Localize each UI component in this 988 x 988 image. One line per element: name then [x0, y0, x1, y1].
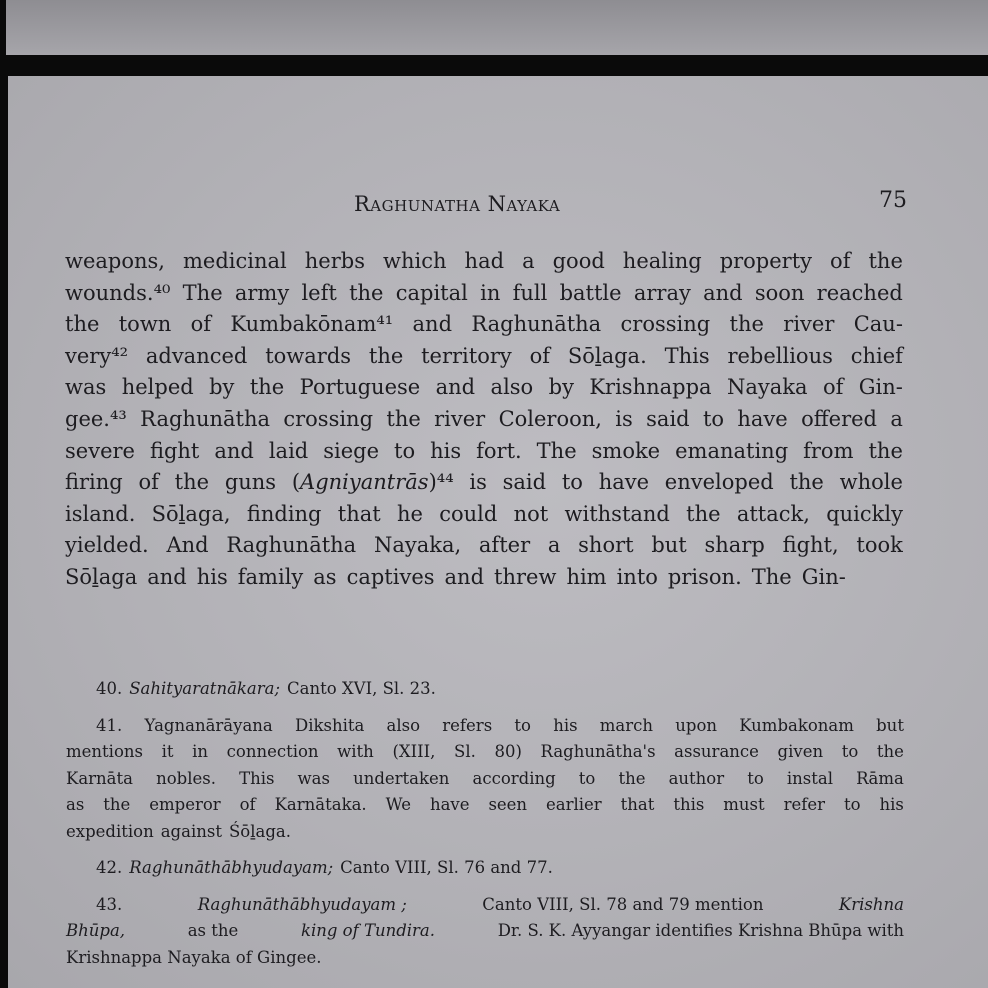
word: have: [598, 470, 650, 495]
word: guns: [224, 470, 277, 495]
word: laid: [268, 438, 309, 463]
footnote-text: Canto XVI, Sl. 23.: [287, 679, 436, 698]
word: Raghunātha: [140, 406, 270, 431]
footnote-source-title: Sahityaratnākara;: [129, 679, 281, 698]
word: the: [249, 375, 285, 400]
word: his: [553, 715, 578, 735]
word: which: [383, 249, 447, 273]
footnote-line: [66, 855, 904, 882]
word: him: [566, 564, 607, 589]
word: with: [337, 742, 374, 761]
word: full: [512, 280, 548, 305]
word: earlier: [546, 795, 602, 814]
word: family: [237, 564, 304, 589]
word: Krishnappa: [589, 375, 712, 400]
body-text: [65, 246, 903, 594]
word: from: [803, 438, 854, 463]
word: to: [578, 768, 596, 788]
footnote-line: [66, 676, 904, 703]
word: herbs: [304, 249, 365, 273]
word: left: [301, 280, 337, 305]
word: it: [161, 742, 174, 761]
word: as: [313, 564, 337, 589]
word: according: [472, 768, 556, 788]
word: the: [386, 406, 421, 431]
word: said: [502, 470, 547, 495]
word: have: [429, 795, 470, 814]
word: also: [386, 715, 421, 735]
word: as: [66, 795, 85, 814]
word: Yagnanārāyana: [144, 715, 273, 735]
word: the: [174, 470, 210, 495]
running-head: Raghunatha Nayaka: [354, 192, 561, 216]
word: And: [166, 533, 209, 558]
word: We: [385, 795, 411, 814]
word: Kumbakōnam⁴¹: [230, 312, 394, 337]
word: very⁴²: [65, 343, 129, 368]
word: that: [337, 501, 381, 526]
word: healing: [622, 249, 702, 273]
word: expedition: [66, 821, 154, 841]
word: had: [464, 249, 505, 273]
footnote-line: [66, 792, 904, 819]
word: in: [192, 742, 209, 761]
word: chief: [850, 343, 903, 368]
word: the: [349, 280, 384, 305]
word: captives: [346, 564, 435, 589]
word: helped: [121, 375, 194, 400]
word: Sōḻaga: [65, 564, 138, 589]
word: fight: [149, 438, 200, 463]
word: reached: [816, 280, 903, 305]
word: gee.⁴³: [65, 406, 127, 431]
word: undertaken: [353, 768, 450, 788]
word: emperor: [149, 795, 221, 814]
word: the: [368, 343, 404, 368]
word: after: [478, 533, 531, 558]
word: severe: [65, 438, 135, 463]
word: to: [561, 470, 583, 495]
word: march: [599, 715, 654, 735]
footnote-43: [66, 892, 904, 972]
word: a: [522, 249, 535, 273]
word: Sōḻaga.: [567, 343, 647, 368]
text-line: [65, 341, 903, 373]
word: quickly: [826, 501, 903, 526]
word: of: [239, 795, 256, 814]
word: Rāma: [856, 768, 904, 788]
word: rebellious: [727, 343, 833, 368]
word: Nayaka,: [373, 533, 462, 558]
word: and: [435, 375, 476, 400]
word: firing: [65, 470, 123, 495]
word: Sōḻaga,: [151, 501, 231, 526]
word: threw: [494, 564, 557, 589]
word: is: [615, 406, 633, 431]
footnote-number: 40.: [96, 679, 123, 698]
text-line: [65, 467, 903, 499]
word: Gin-: [801, 564, 846, 589]
footnote-line: [66, 918, 904, 945]
word: The: [182, 280, 223, 305]
word: of: [190, 312, 212, 337]
word: (Agniyantrās)⁴⁴: [291, 470, 454, 495]
word: by: [209, 375, 235, 400]
text-line: [65, 562, 903, 594]
word: to: [394, 438, 416, 463]
word: author: [668, 768, 725, 788]
word: weapons,: [65, 249, 165, 273]
word: river: [783, 312, 835, 337]
text-line: [65, 246, 903, 278]
word: Raghunātha's: [540, 742, 656, 761]
footnote-line: [66, 892, 904, 919]
word: and: [703, 280, 743, 305]
previous-page-strip: [6, 0, 988, 55]
word: array: [633, 280, 691, 305]
word: 41.: [96, 715, 123, 735]
word: Kumbakonam: [739, 715, 854, 735]
word: the: [65, 312, 100, 337]
word: that: [620, 795, 655, 814]
footnote-text: Krishnappa Nayaka of Gingee.: [66, 947, 322, 967]
word: Śōḻaga.: [228, 821, 291, 841]
word: and: [147, 564, 187, 589]
word: 80): [494, 742, 522, 761]
word: offered: [801, 406, 877, 431]
word: withstand: [564, 501, 670, 526]
word: advanced: [145, 343, 248, 368]
footnote-source-title: Raghunāthābhyudayam ;: [197, 894, 407, 914]
word: of: [138, 470, 159, 495]
word: to: [843, 795, 861, 814]
word: the: [868, 249, 903, 273]
word: his: [879, 795, 904, 814]
word: Karnāta: [66, 768, 133, 788]
word: assurance: [674, 742, 759, 761]
footnote-line: [66, 766, 904, 793]
word: territory: [421, 343, 512, 368]
text-line: [65, 404, 903, 436]
word: is: [469, 470, 487, 495]
word: mentions: [66, 742, 143, 761]
word: finding: [246, 501, 322, 526]
word: army: [234, 280, 290, 305]
word: must: [723, 795, 765, 814]
word: upon: [675, 715, 717, 735]
text-line: [65, 278, 903, 310]
word: yielded.: [65, 533, 149, 558]
word: but: [876, 715, 904, 735]
word: of: [830, 249, 851, 273]
word: river: [434, 406, 486, 431]
footnote-italic: Bhūpa,: [66, 921, 126, 940]
text-line: [65, 499, 903, 531]
word: and: [444, 564, 485, 589]
word: instal: [786, 768, 833, 788]
word: capital: [395, 280, 468, 305]
word: island.: [65, 501, 136, 526]
word: his: [196, 564, 228, 589]
word: the: [868, 438, 903, 463]
word: wounds.⁴⁰: [65, 280, 171, 305]
word: The: [536, 438, 577, 463]
word: This: [239, 768, 275, 788]
word: soon: [754, 280, 805, 305]
word: by: [548, 375, 574, 400]
word: to: [514, 715, 531, 735]
word: his: [430, 438, 462, 463]
word: refer: [783, 795, 825, 814]
word: sharp: [704, 533, 765, 558]
footnote-line: [66, 819, 904, 846]
word: towards: [265, 343, 352, 368]
word: also: [490, 375, 534, 400]
word: in: [480, 280, 501, 305]
footnote-40: [66, 676, 904, 703]
word: prison.: [667, 564, 742, 589]
word: the: [729, 312, 764, 337]
page-number: 75: [879, 188, 907, 213]
word: the: [103, 795, 131, 814]
word: but: [651, 533, 687, 558]
word: The: [751, 564, 792, 589]
word: attack,: [736, 501, 810, 526]
word: and: [412, 312, 453, 337]
word: Dikshita: [294, 715, 365, 735]
footnote-number: 43.: [96, 894, 123, 914]
footnote-italic: Krishna: [838, 894, 904, 914]
word: not: [513, 501, 549, 526]
footnote-text: Dr. S. K. Ayyangar identifies Krishna Bhūpa with: [497, 921, 904, 940]
word: a: [547, 533, 561, 558]
word: seen: [488, 795, 528, 814]
footnote-text: Canto VIII, Sl. 76 and 77.: [340, 858, 553, 877]
word: town: [118, 312, 172, 337]
word: Portuguese: [299, 375, 421, 400]
word: property: [719, 249, 813, 273]
footnote-41: [66, 713, 904, 846]
footnote-text: as the: [187, 921, 239, 940]
word: was: [65, 375, 107, 400]
word: could: [439, 501, 498, 526]
text-line: [65, 372, 903, 404]
word: and: [214, 438, 254, 463]
word: to: [841, 742, 859, 761]
book-page: [8, 76, 988, 988]
word: the: [686, 501, 721, 526]
text-line: [65, 530, 903, 562]
word: said: [646, 406, 690, 431]
page-header: [8, 188, 988, 222]
word: this: [673, 795, 705, 814]
word: fort.: [476, 438, 522, 463]
footnote-text: Canto VIII, Sl. 78 and 79 mention: [482, 894, 764, 914]
word: good: [552, 249, 605, 273]
text-line: [65, 436, 903, 468]
footnote-italic: king of Tundira.: [300, 921, 436, 940]
word: Sl.: [454, 742, 476, 761]
word: Cau-: [853, 312, 903, 337]
word: against: [160, 821, 222, 841]
word: medicinal: [183, 249, 287, 273]
word: into: [616, 564, 658, 589]
word: Raghunātha: [226, 533, 357, 558]
word: of: [529, 343, 551, 368]
text-line: [65, 309, 903, 341]
word: the: [876, 742, 904, 761]
footnote-source-title: Raghunāthābhyudayam;: [129, 858, 334, 877]
word: nobles.: [156, 768, 216, 788]
footnote-line: [66, 739, 904, 766]
word: (XIII,: [392, 742, 436, 761]
word: siege: [323, 438, 380, 463]
word: This: [664, 343, 710, 368]
word: whole: [839, 470, 903, 495]
word: to: [702, 406, 725, 431]
word: crossing: [283, 406, 374, 431]
word: he: [397, 501, 423, 526]
word: smoke: [591, 438, 661, 463]
word: connection: [226, 742, 319, 761]
word: fight,: [782, 533, 839, 558]
footnotes: [66, 676, 904, 981]
word: Coleroon,: [498, 406, 602, 431]
word: the: [789, 470, 824, 495]
word: enveloped: [664, 470, 774, 495]
word: was: [297, 768, 330, 788]
word: took: [856, 533, 903, 558]
footnote-number: 42.: [96, 858, 123, 877]
word: Karnātaka.: [274, 795, 367, 814]
word: of: [822, 375, 844, 400]
word: to: [747, 768, 764, 788]
word: Nayaka: [726, 375, 808, 400]
word: crossing: [620, 312, 711, 337]
word: have: [737, 406, 788, 431]
word: emanating: [675, 438, 789, 463]
word: the: [618, 768, 646, 788]
word: Gin-: [858, 375, 903, 400]
footnote-line: [66, 945, 904, 972]
word: given: [777, 742, 824, 761]
footnote-42: [66, 855, 904, 882]
word: a: [890, 406, 903, 431]
word: refers: [442, 715, 493, 735]
word: Raghunātha: [471, 312, 602, 337]
word: short: [578, 533, 634, 558]
word: battle: [559, 280, 622, 305]
footnote-line: [66, 713, 904, 740]
